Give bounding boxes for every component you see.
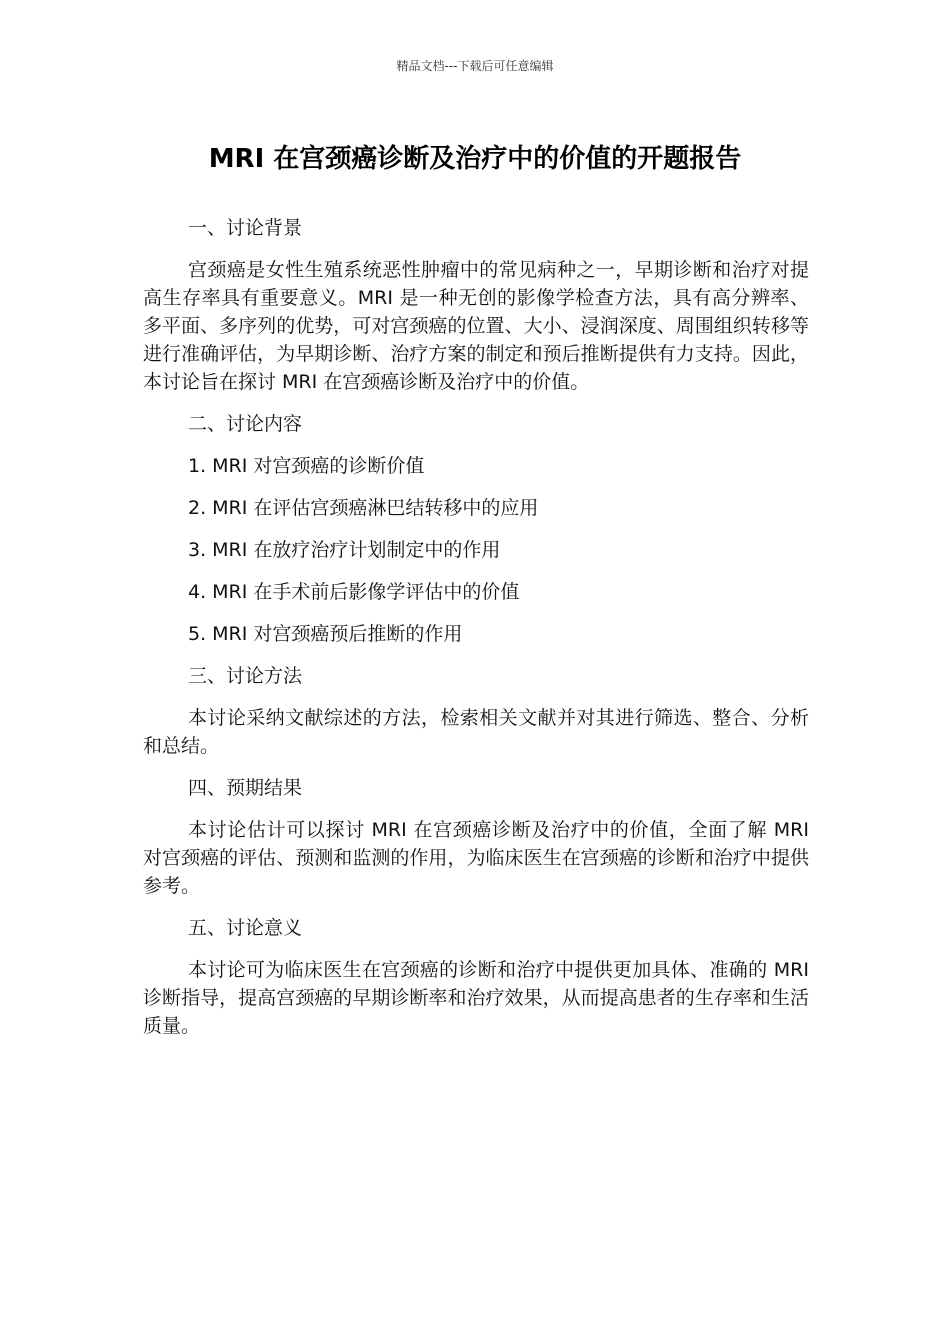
document-body (143, 214, 809, 1054)
section-text-method: 本讨论采纳文献综述的方法，检索相关文献并对其进行筛选、整合、分析和总结。 (143, 707, 809, 757)
list-item: 3. MRI 在放疗治疗计划制定中的作用 (188, 539, 501, 561)
section-heading-method: 三、讨论方法 (188, 665, 303, 687)
list-item: 4. MRI 在手术前后影像学评估中的价值 (188, 581, 520, 603)
section-text-significance: 本讨论可为临床医生在宫颈癌的诊断和治疗中提供更加具体、准确的 MRI 诊断指导，提高宫颈癌的早期诊断率和治疗效果，从而提高患者的生存率和生活质量。 (143, 959, 809, 1037)
section-heading-background: 一、讨论背景 (188, 217, 303, 239)
section-heading-expected: 四、预期结果 (188, 777, 303, 799)
list-item: 2. MRI 在评估宫颈癌淋巴结转移中的应用 (188, 497, 539, 519)
section-text-background: 宫颈癌是女性生殖系统恶性肿瘤中的常见病种之一，早期诊断和治疗对提高生存率具有重要意义。MRI 是一种无创的影像学检查方法，具有高分辨率、多平面、多序列的优势，可对宫颈癌的位置、大小、浸润深度、周围组织转移等进行准确评估，为早期诊断、治疗方案的制定和预后推断提供有力支持。因此，本讨论旨在探讨 MRI 在宫颈癌诊断及治疗中的价值。 (143, 259, 809, 393)
list-item: 5. MRI 对宫颈癌预后推断的作用 (188, 623, 463, 645)
document-title: MRI 在宫颈癌诊断及治疗中的价值的开题报告 (208, 144, 742, 174)
header-note: 精品文档---下载后可任意编辑 (396, 59, 554, 73)
section-heading-significance: 五、讨论意义 (188, 917, 303, 939)
section-text-expected: 本讨论估计可以探讨 MRI 在宫颈癌诊断及治疗中的价值，全面了解 MRI 对宫颈癌的评估、预测和监测的作用，为临床医生在宫颈癌的诊断和治疗中提供参考。 (143, 819, 809, 897)
section-heading-content: 二、讨论内容 (188, 413, 303, 435)
list-item: 1. MRI 对宫颈癌的诊断价值 (188, 455, 425, 477)
